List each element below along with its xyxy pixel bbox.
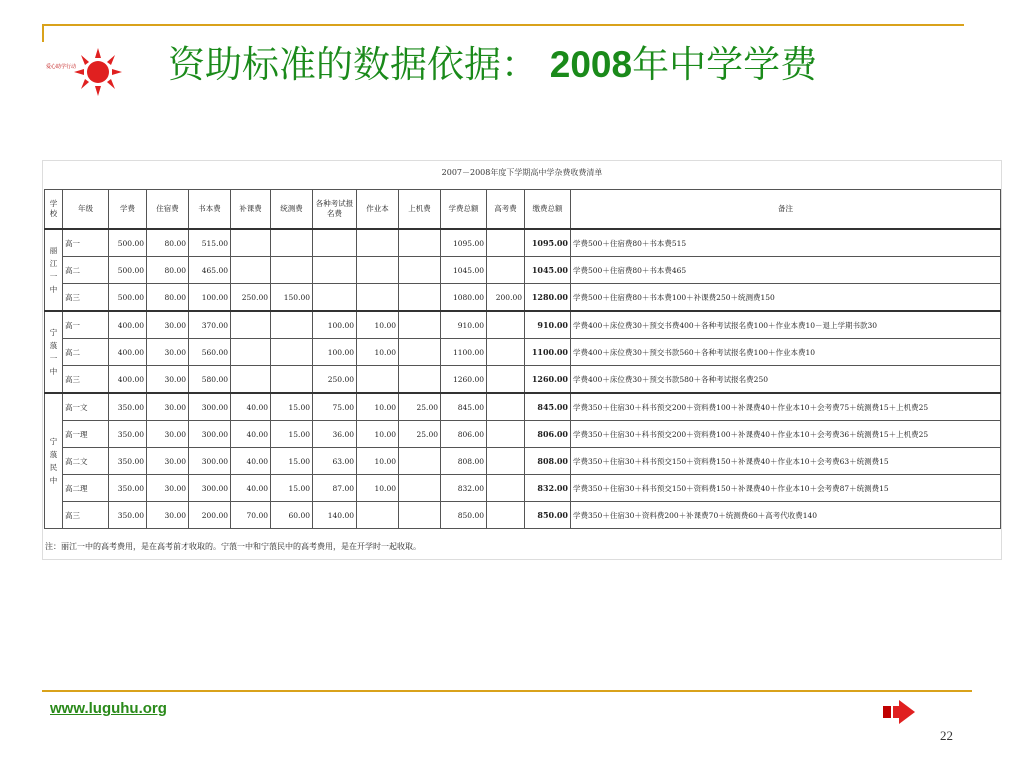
table-cell: 806.00 [441,421,487,448]
table-cell [313,257,357,284]
table-cell: 500.00 [109,257,147,284]
grade-cell: 高二 [63,339,109,366]
table-cell: 850.00 [525,502,571,529]
table-cell: 400.00 [109,366,147,394]
table-cell: 30.00 [147,393,189,421]
table-cell: 80.00 [147,257,189,284]
logo [46,42,126,102]
title-year: 2008 [549,44,633,85]
page-number: 22 [940,728,953,743]
column-header: 学费总额 [441,190,487,230]
remark-cell: 学费500＋住宿费80＋书本费465 [571,257,1001,284]
table-cell: 30.00 [147,475,189,502]
table-cell: 300.00 [189,393,231,421]
fee-table [44,189,1001,529]
table-cell [399,366,441,394]
remark-cell: 学费350＋住宿30＋资料费200＋补课费70＋统测费60＋高考代收费140 [571,502,1001,529]
remark-cell: 学费350＋住宿30＋科书预交150＋资料费150＋补课费40＋作业本10＋会考费87＋统测费15 [571,475,1001,502]
table-cell: 30.00 [147,366,189,394]
table-cell: 350.00 [109,421,147,448]
logo-text: 爱心助学行动 [46,64,77,70]
table-cell [231,257,271,284]
page-title [168,34,817,88]
table-cell [487,311,525,339]
table-cell: 350.00 [109,448,147,475]
table-cell: 806.00 [525,421,571,448]
table-row [45,393,1001,421]
table-row [45,257,1001,284]
table-cell: 15.00 [271,393,313,421]
table-cell [399,502,441,529]
table-cell [357,366,399,394]
table-row [45,421,1001,448]
table-cell: 30.00 [147,339,189,366]
top-rule-tick [42,24,44,42]
title-suffix: 年中学学费 [632,43,818,86]
table-cell [271,366,313,394]
table-cell: 350.00 [109,475,147,502]
table-cell: 10.00 [357,339,399,366]
table-cell: 40.00 [231,393,271,421]
table-cell: 850.00 [441,502,487,529]
table-row [45,366,1001,394]
table-cell: 910.00 [525,311,571,339]
table-cell: 500.00 [109,284,147,312]
table-cell: 100.00 [313,339,357,366]
table-cell: 15.00 [271,475,313,502]
column-header: 上机费 [399,190,441,230]
table-cell: 15.00 [271,421,313,448]
table-cell [399,311,441,339]
column-header: 书本费 [189,190,231,230]
grade-cell: 高二 [63,257,109,284]
column-header: 备注 [571,190,1001,230]
school-cell: 宁蒗一中 [45,311,63,393]
table-cell: 465.00 [189,257,231,284]
table-cell [487,421,525,448]
table-cell [271,229,313,257]
table-cell: 1100.00 [441,339,487,366]
grade-cell: 高一 [63,311,109,339]
title-main: 资助标准的数据依据： [168,43,538,86]
school-cell: 宁蒗民中 [45,393,63,529]
table-cell: 10.00 [357,448,399,475]
table-cell: 250.00 [231,284,271,312]
table-row [45,448,1001,475]
column-header: 年级 [63,190,109,230]
table-cell [399,448,441,475]
table-cell: 75.00 [313,393,357,421]
website-link[interactable]: www.luguhu.org [50,700,167,717]
table-cell: 1080.00 [441,284,487,312]
grade-cell: 高二文 [63,448,109,475]
remark-cell: 学费350＋住宿30＋科书预交150＋资料费150＋补课费40＋作业本10＋会考费63＋统测费15 [571,448,1001,475]
table-cell [313,229,357,257]
table-cell [357,502,399,529]
table-row [45,502,1001,529]
table-row [45,475,1001,502]
table-cell [231,311,271,339]
table-cell: 100.00 [313,311,357,339]
table-cell: 87.00 [313,475,357,502]
table-cell: 140.00 [313,502,357,529]
table-cell [231,366,271,394]
table-cell: 200.00 [487,284,525,312]
table-cell: 350.00 [109,502,147,529]
table-cell: 370.00 [189,311,231,339]
table-cell [487,229,525,257]
table-cell [399,229,441,257]
table-cell: 910.00 [441,311,487,339]
table-cell: 80.00 [147,229,189,257]
grade-cell: 高一 [63,229,109,257]
table-cell: 808.00 [441,448,487,475]
table-cell: 832.00 [525,475,571,502]
table-cell: 845.00 [525,393,571,421]
table-cell: 560.00 [189,339,231,366]
table-cell: 400.00 [109,311,147,339]
sun-logo-icon [46,42,126,102]
grade-cell: 高二理 [63,475,109,502]
remark-cell: 学费400＋床位费30＋预交书费400＋各种考试报名费100＋作业本费10－退上学期书款30 [571,311,1001,339]
table-cell: 832.00 [441,475,487,502]
table-cell: 1260.00 [525,366,571,394]
column-header: 作业本 [357,190,399,230]
table-cell: 10.00 [357,475,399,502]
grade-cell: 高三 [63,284,109,312]
column-header: 高考费 [487,190,525,230]
table-cell: 1095.00 [441,229,487,257]
column-header: 统测费 [271,190,313,230]
sheet-title: 2007－2008年度下学期高中学杂费收费清单 [441,168,603,177]
table-cell: 25.00 [399,421,441,448]
table-cell: 10.00 [357,421,399,448]
table-cell [487,339,525,366]
table-cell: 1280.00 [525,284,571,312]
table-cell: 10.00 [357,311,399,339]
table-row [45,229,1001,257]
table-cell: 100.00 [189,284,231,312]
table-cell: 1045.00 [441,257,487,284]
table-cell [271,339,313,366]
remark-cell: 学费500＋住宿费80＋书本费515 [571,229,1001,257]
table-cell: 30.00 [147,311,189,339]
table-cell [313,284,357,312]
top-rule [42,24,964,26]
table-row [45,284,1001,312]
table-cell: 30.00 [147,448,189,475]
table-cell [231,229,271,257]
table-cell: 40.00 [231,421,271,448]
table-cell: 70.00 [231,502,271,529]
table-cell: 500.00 [109,229,147,257]
table-cell: 200.00 [189,502,231,529]
table-cell: 1045.00 [525,257,571,284]
column-header: 学费 [109,190,147,230]
bottom-rule [42,690,972,692]
table-cell [487,393,525,421]
table-cell: 1260.00 [441,366,487,394]
table-cell: 350.00 [109,393,147,421]
table-cell: 300.00 [189,475,231,502]
sheet-note: 注：丽江一中的高考费用，是在高考前才收取的。宁蒗一中和宁蒗民中的高考费用，是在开学时一起收取。 [45,542,421,551]
table-cell [271,257,313,284]
column-header: 各种考试报名费 [313,190,357,230]
table-cell: 1095.00 [525,229,571,257]
table-cell: 30.00 [147,502,189,529]
table-cell: 400.00 [109,339,147,366]
table-cell: 515.00 [189,229,231,257]
table-cell: 808.00 [525,448,571,475]
table-cell [357,229,399,257]
table-cell [271,311,313,339]
table-cell: 300.00 [189,421,231,448]
table-cell [357,257,399,284]
table-cell: 63.00 [313,448,357,475]
table-cell: 300.00 [189,448,231,475]
table-cell [487,257,525,284]
fee-sheet-image [42,160,1002,560]
table-cell: 150.00 [271,284,313,312]
remark-cell: 学费500＋住宿费80＋书本费100＋补课费250＋统测费150 [571,284,1001,312]
table-header-row [45,190,1001,230]
table-cell [399,339,441,366]
school-cell: 丽江一中 [45,229,63,311]
table-cell: 10.00 [357,393,399,421]
table-cell: 250.00 [313,366,357,394]
table-row [45,311,1001,339]
column-header: 学校 [45,190,63,230]
table-cell: 25.00 [399,393,441,421]
table-row [45,339,1001,366]
table-cell: 60.00 [271,502,313,529]
table-cell [487,366,525,394]
table-cell [487,475,525,502]
grade-cell: 高三 [63,366,109,394]
table-cell [399,284,441,312]
column-header: 补课费 [231,190,271,230]
grade-cell: 高一文 [63,393,109,421]
table-cell: 580.00 [189,366,231,394]
table-cell: 36.00 [313,421,357,448]
table-cell [487,448,525,475]
remark-cell: 学费400＋床位费30＋预交书款580＋各种考试报名费250 [571,366,1001,394]
table-cell: 15.00 [271,448,313,475]
table-cell [357,284,399,312]
table-cell: 80.00 [147,284,189,312]
column-header: 缴费总额 [525,190,571,230]
table-cell [231,339,271,366]
table-cell: 845.00 [441,393,487,421]
table-cell: 40.00 [231,475,271,502]
remark-cell: 学费350＋住宿30＋科书预交200＋资料费100＋补课费40＋作业本10＋会考费75＋统测费15＋上机费25 [571,393,1001,421]
table-cell: 30.00 [147,421,189,448]
table-cell [487,502,525,529]
table-cell: 40.00 [231,448,271,475]
table-cell: 1100.00 [525,339,571,366]
column-header: 住宿费 [147,190,189,230]
table-cell [399,475,441,502]
next-arrow-icon[interactable] [883,698,917,726]
grade-cell: 高一理 [63,421,109,448]
remark-cell: 学费400＋床位费30＋预交书款560＋各种考试报名费100＋作业本费10 [571,339,1001,366]
table-cell [399,257,441,284]
remark-cell: 学费350＋住宿30＋科书预交200＋资料费100＋补课费40＋作业本10＋会考费36＋统测费15＋上机费25 [571,421,1001,448]
grade-cell: 高三 [63,502,109,529]
